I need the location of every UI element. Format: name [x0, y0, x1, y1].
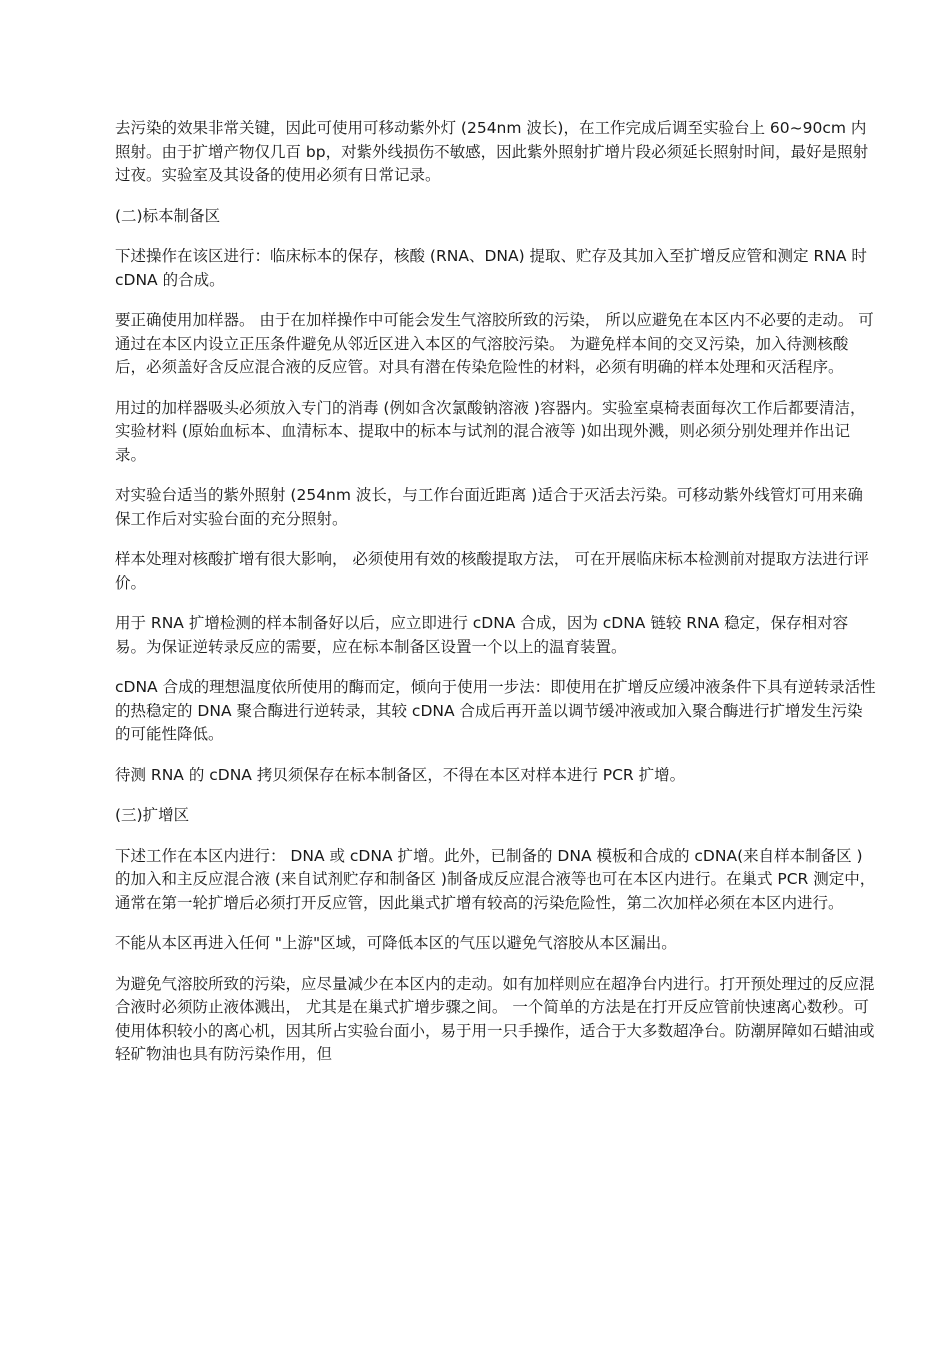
paragraph-rna-cdna: 用于 RNA 扩增检测的样本制备好以后，应立即进行 cDNA 合成，因为 cDNA 链较 RNA 稳定，保存相对容易。为保证逆转录反应的需要，应在标本制备区设置一个以上的温育装置。 — [115, 614, 849, 656]
section-heading-amplification: (三)扩增区 — [115, 806, 190, 824]
document-page — [115, 117, 877, 1084]
paragraph-sample-processing: 样本处理对核酸扩增有很大影响， 必须使用有效的核酸提取方法， 可在开展临床标本检测前对提取方法进行评价。 — [115, 550, 869, 592]
paragraph-pipette-usage: 要正确使用加样器。 由于在加样操作中可能会发生气溶胶所致的污染， 所以应避免在本区内不必要的走动。 可通过在本区内设立正压条件避免从邻近区进入本区的气溶胶污染。 为避免样本间的交叉污染，加入待测核酸后，必须盖好含反应混合液的反应管。对具有潜在传染危险性的材料，必须有明确的样本处理和灭活程序。 — [115, 311, 874, 376]
paragraph-tip-disposal: 用过的加样器吸头必须放入专门的消毒 (例如含次氯酸钠溶液 )容器内。实验室桌椅表面每次工作后都要清洁，实验材料 (原始血标本、血清标本、提取中的标本与试剂的混合液等 )如出现外溅，则必须分别处理并作出记录。 — [115, 398, 866, 464]
paragraph-upstream-rule: 不能从本区再进入任何 "上游"区域，可降低本区的气压以避免气溶胶从本区漏出。 — [115, 934, 677, 952]
paragraph-bench-uv: 对实验台适当的紫外照射 (254nm 波长，与工作台面近距离 )适合于灭活去污染。可移动紫外线管灯可用来确保工作后对实验台面的充分照射。 — [115, 486, 863, 528]
paragraph-cdna-storage: 待测 RNA 的 cDNA 拷贝须保存在标本制备区，不得在本区对样本进行 PCR 扩增。 — [115, 765, 686, 784]
section-heading-sample-prep: (二)标本制备区 — [115, 206, 221, 225]
paragraph-amplification-operations: 下述工作在本区内进行： DNA 或 cDNA 扩增。此外，已制备的 DNA 模板和合成的 cDNA(来自样本制备区 )的加入和主反应混合液 (来自试剂贮存和制备区 )制备成反应混合液等也可在本区内进行。在巢式 PCR 测定中，通常在第一轮扩增后必须打开反应管，因此巢式扩增有较高的污染危险性，第二次加样必须在本区内进行。 — [115, 846, 876, 912]
paragraph-cdna-synthesis-temp: cDNA 合成的理想温度依所使用的酶而定，倾向于使用一步法：即使用在扩增反应缓冲液条件下具有逆转录活性的热稳定的 DNA 聚合酶进行逆转录，其较 cDNA 合成后再开盖以调节缓冲液或加入聚合酶进行扩增发生污染的可能性降低。 — [115, 678, 876, 743]
paragraph-sample-prep-operations: 下述操作在该区进行：临床标本的保存，核酸 (RNA、DNA) 提取、贮存及其加入至扩增反应管和测定 RNA 时 cDNA 的合成。 — [115, 247, 867, 289]
paragraph-uv-decontamination: 去污染的效果非常关键，因此可使用可移动紫外灯 (254nm 波长)，在工作完成后调至实验台上 60~90cm 内照射。由于扩增产物仅几百 bp，对紫外线损伤不敏感，因此紫外照射扩增片段必须延长照射时间，最好是照射过夜。实验室及其设备的使用必须有日常记录。 — [115, 119, 869, 184]
paragraph-aerosol-avoidance: 为避免气溶胶所致的污染，应尽量减少在本区内的走动。如有加样则应在超净台内进行。打开预处理过的反应混合液时必须防止液体溅出， 尤其是在巢式扩增步骤之间。 一个简单的方法是在打开反应管前快速离心数秒。可使用体积较小的离心机，因其所占实验台面小，易于用一只手操作，适合于大多数超净台。防潮屏障如石蜡油或轻矿物油也具有防污染作用，但 — [115, 974, 875, 1063]
